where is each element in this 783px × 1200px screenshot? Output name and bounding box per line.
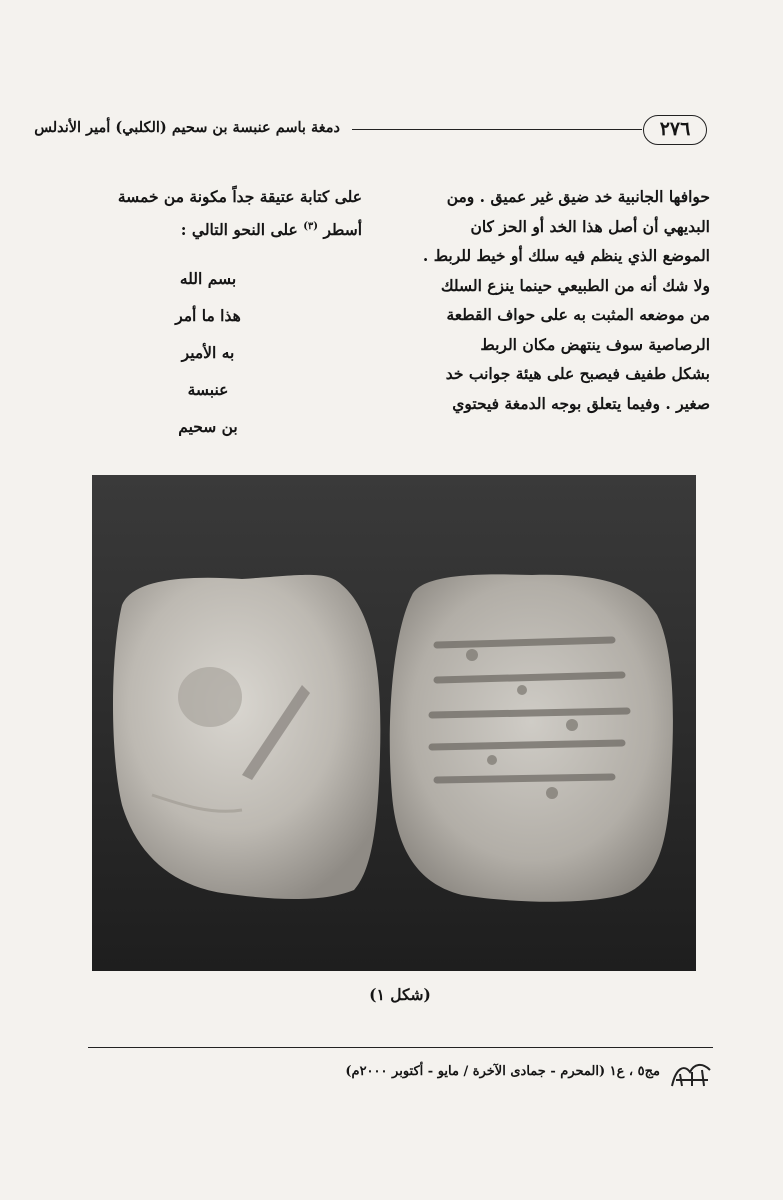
text-line: على كتابة عتيقة جداً مكونة من خمسة [117, 187, 362, 206]
inscription-line: بن سحيم [178, 417, 238, 437]
inscription-lines [72, 260, 362, 445]
text-line: الموضع الذي ينظم فيه سلك أو خيط للربط . [422, 246, 710, 265]
inscription-line: عنبسة [187, 380, 229, 400]
text-line: بشكل طفيف فيصبح على هيئة جوانب خد [445, 364, 710, 383]
text-line: حوافها الجانبية خد ضيق غير عميق . ومن [446, 187, 710, 206]
footer-rule [88, 1047, 713, 1048]
journal-logo-icon [670, 1058, 714, 1090]
running-header-title: دمغة باسم عنبسة بن سحيم (الكلبي) أمير الأندلس [34, 119, 340, 136]
seal-photo-drawing [92, 475, 696, 971]
text-line: صغير . وفيما يتعلق بوجه الدمغة فيحتوي [452, 393, 710, 413]
right-column [396, 182, 710, 418]
seal-reverse [113, 575, 380, 899]
text-line: البديهي أن أصل هذا الخد أو الحز كان [470, 216, 710, 236]
text-span: على النحو التالي : [180, 219, 298, 239]
page-number: ٢٧٦ [643, 115, 707, 145]
text-line: الرصاصية سوف ينتهض مكان الربط [480, 334, 710, 354]
text-line [72, 212, 362, 245]
footnote-ref: (٣) [303, 220, 319, 232]
text-span: أسطر [323, 219, 362, 239]
inscription-line: به الأمير [181, 343, 235, 363]
figure-caption: (شكل ١) [369, 985, 431, 1004]
seal-photograph [92, 475, 696, 971]
text-line: ولا شك أنه من الطبيعي حينما ينزع السلك [440, 275, 710, 295]
inscription-line: هذا ما أمر [175, 306, 241, 326]
footer-citation: مج٥ ، ع١ (المحرم - جمادى الآخرة / مايو - أكتوبر ٢٠٠٠م) [345, 1064, 660, 1079]
header-rule [352, 129, 642, 130]
seal-obverse [390, 574, 673, 901]
inscription-line: بسم الله [179, 269, 237, 289]
left-column [72, 182, 362, 445]
text-line: من موضعه المثبت به على حواف القطعة [446, 305, 710, 324]
